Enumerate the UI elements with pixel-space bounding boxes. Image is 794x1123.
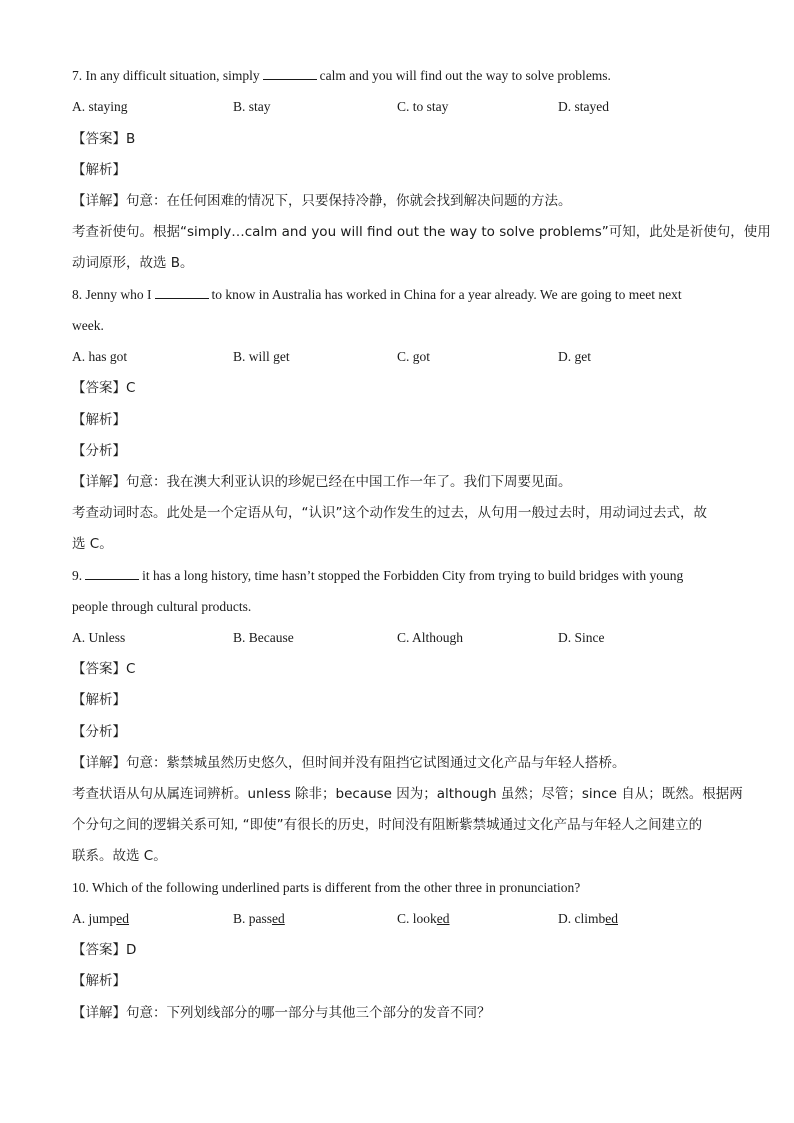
q9-option-a: A. Unless [72,630,126,645]
q7-stem: 7. In any difficult situation, simply calm and you will find out the way to solve problems. [72,68,611,83]
q8-answer: 【答案】C [72,380,136,396]
q7-option-b: B. stay [233,99,271,114]
q10-detail: 【详解】句意：下列划线部分的哪一部分与其他三个部分的发音不同？ [72,1005,491,1021]
q9-explanation-1: 考查状语从句从属连词辨析。unless 除非；because 因为；although 虽然；尽管；since 自从；既然。根据两 [72,786,743,802]
q9-answer: 【答案】C [72,661,136,677]
underlined-part: ed [272,911,285,926]
q8-stem-2: week. [72,318,104,333]
q7-answer: 【答案】B [72,131,136,147]
q9-stem: 9. it has a long history, time hasn’t stopped the Forbidden City from trying to build bridges with young [72,568,684,583]
q10-option-a: A. jumped [72,911,130,926]
q8-options [72,347,722,367]
q7-options [72,97,722,117]
q10-answer: 【答案】D [72,942,137,958]
q10-option-c: C. looked [397,911,450,926]
q7-detail: 【详解】句意：在任何困难的情况下，只要保持冷静，你就会找到解决问题的方法。 [72,193,572,209]
q9-analysis-label: 【解析】 [72,692,126,708]
q9-options [72,628,722,648]
q9-explanation-3: 联系。故选 C。 [72,848,167,864]
q9-fenxi-label: 【分析】 [72,724,126,740]
q9-option-c: C. Although [397,630,464,645]
answer-blank [155,285,209,299]
q8-option-d: D. get [558,349,591,364]
q8-detail: 【详解】句意：我在澳大利亚认识的珍妮已经在中国工作一年了。我们下周要见面。 [72,474,572,490]
q10-option-b: B. passed [233,911,285,926]
q9-option-b: B. Because [233,630,294,645]
q8-option-a: A. has got [72,349,128,364]
q8-fenxi-label: 【分析】 [72,443,126,459]
answer-blank [85,566,139,580]
q7-option-a: A. staying [72,99,128,114]
q7-option-c: C. to stay [397,99,449,114]
q10-options [72,909,722,929]
underlined-part: ed [116,911,130,926]
q9-option-d: D. Since [558,630,605,645]
q9-stem-2: people through cultural products. [72,599,252,614]
underlined-part: ed [605,911,618,926]
answer-blank [263,66,317,80]
q10-stem: 10. Which of the following underlined parts is different from the other three in pronunciation? [72,880,581,895]
q8-stem: 8. Jenny who I to know in Australia has worked in China for a year already. We are going to meet next [72,287,682,302]
q8-analysis-label: 【解析】 [72,412,126,428]
underlined-part: ed [436,911,450,926]
q9-explanation-2: 个分句之间的逻辑关系可知, “即使”有很长的历史，时间没有阻断紫禁城通过文化产品与年轻人之间建立的 [72,817,703,833]
q8-option-b: B. will get [233,349,290,364]
q8-explanation-1: 考查动词时态。此处是一个定语从句，“认识”这个动作发生的过去，从句用一般过去时，用动词过去式，故 [72,505,707,521]
q7-explanation-2: 动词原形，故选 B。 [72,255,194,271]
q9-detail: 【详解】句意：紫禁城虽然历史悠久，但时间并没有阻挡它试图通过文化产品与年轻人搭桥。 [72,755,626,771]
q10-analysis-label: 【解析】 [72,973,126,989]
q7-explanation-1: 考查祈使句。根据“simply…calm and you will find out the way to solve problems”可知，此处是祈使句，使用 [72,224,771,240]
q8-option-c: C. got [397,349,431,364]
q8-explanation-2: 选 C。 [72,536,113,552]
q7-analysis-label: 【解析】 [72,162,126,178]
q10-option-d: D. climbed [558,911,618,926]
q7-option-d: D. stayed [558,99,609,114]
